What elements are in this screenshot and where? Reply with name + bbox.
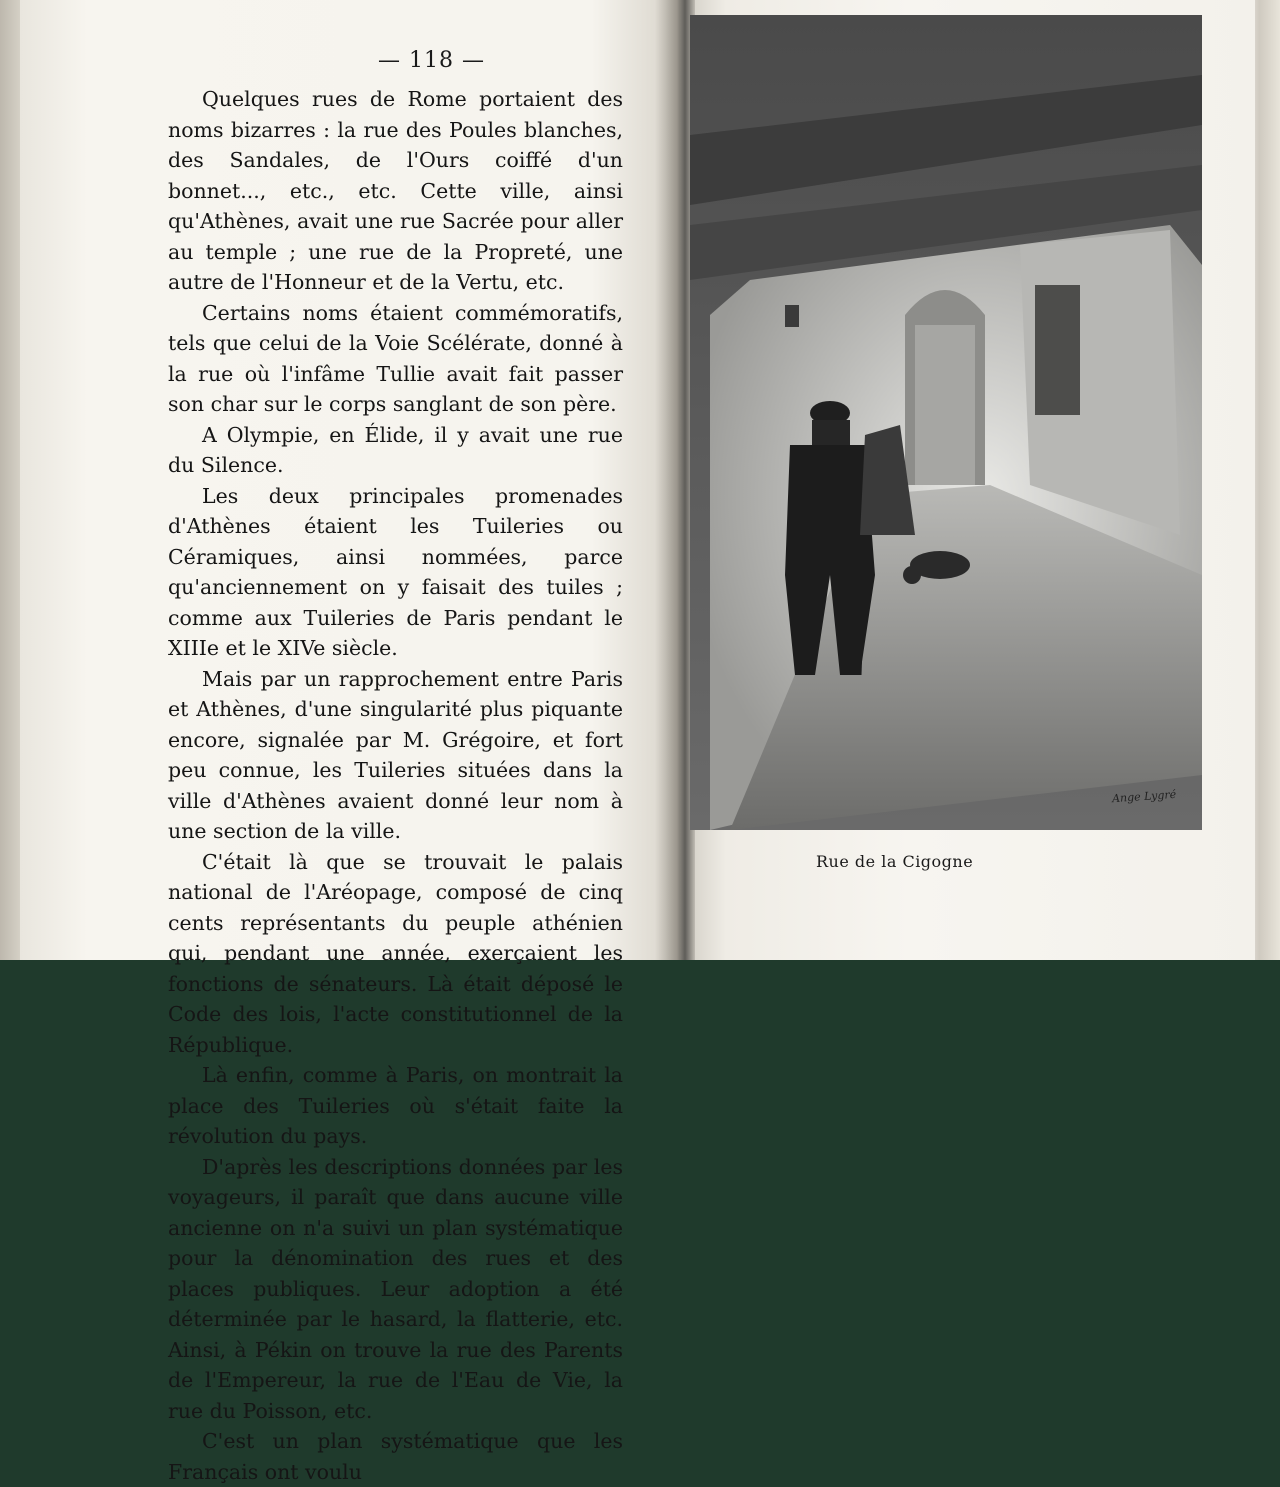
paragraph: D'après les descriptions données par les voyageurs, il paraît que dans aucune ville ancienne on n'a suivi un plan systématique pour la dénomination des rues et des places publiques. Leur adoption a été déterminée par le hasard, la flatterie, etc. Ainsi, à Pékin on trouve la rue des Parents de l'Empereur, la rue de l'Eau de Vie, la rue du Poisson, etc. <box>168 1154 623 1423</box>
illustration-drawing <box>690 15 1202 830</box>
page-number: — 118 — <box>378 48 485 73</box>
artist-signature: Ange Lygré <box>1111 787 1177 806</box>
paragraph: Les deux principales promenades d'Athènes étaient les Tuileries ou Céramiques, ainsi nommées, parce qu'anciennement on y faisait des tuiles ; comme aux Tuileries de Paris pendant le XIIIe et le XIVe siècle. <box>168 483 623 660</box>
street-illustration <box>690 15 1202 830</box>
paragraph: Mais par un rapprochement entre Paris et Athènes, d'une singularité plus piquante encore, signalée par M. Grégoire, et fort peu connue, les Tuileries situées dans la ville d'Athènes avaient donné leur nom à une section de la ville. <box>168 666 623 843</box>
shutter <box>1035 285 1080 415</box>
paragraph: Là enfin, comme à Paris, on montrait la place des Tuileries où s'était faite la révolution du pays. <box>168 1063 623 1148</box>
illustration-caption: Rue de la Cigogne <box>816 852 974 871</box>
page-text <box>168 84 623 1487</box>
paragraph: A Olympie, en Élide, il y avait une rue du Silence. <box>168 422 623 477</box>
door-panel <box>915 325 975 485</box>
paragraph: Certains noms étaient commémoratifs, tels que celui de la Voie Scélérate, donné à la rue où l'infâme Tullie avait fait passer son char sur le corps sanglant de son père. <box>168 300 623 416</box>
lantern <box>785 305 799 327</box>
book-gutter <box>655 0 695 960</box>
dog-head <box>903 566 921 584</box>
paragraph: Quelques rues de Rome portaient des noms bizarres : la rue des Poules blanches, des Sandales, de l'Ours coiffé d'un bonnet..., etc., etc. Cette ville, ainsi qu'Athènes, avait une rue Sacrée pour aller au temple ; une rue de la Propreté, une autre de l'Honneur et de la Vertu, etc. <box>168 87 623 294</box>
paragraph: C'était là que se trouvait le palais national de l'Aréopage, composé de cinq cents représentants du peuple athénien qui, pendant une année, exerçaient les fonctions de sénateurs. Là était déposé le Code des lois, l'acte constitutionnel de la République. <box>168 849 623 1057</box>
paragraph: C'est un plan systématique que les Français ont voulu <box>168 1429 623 1484</box>
